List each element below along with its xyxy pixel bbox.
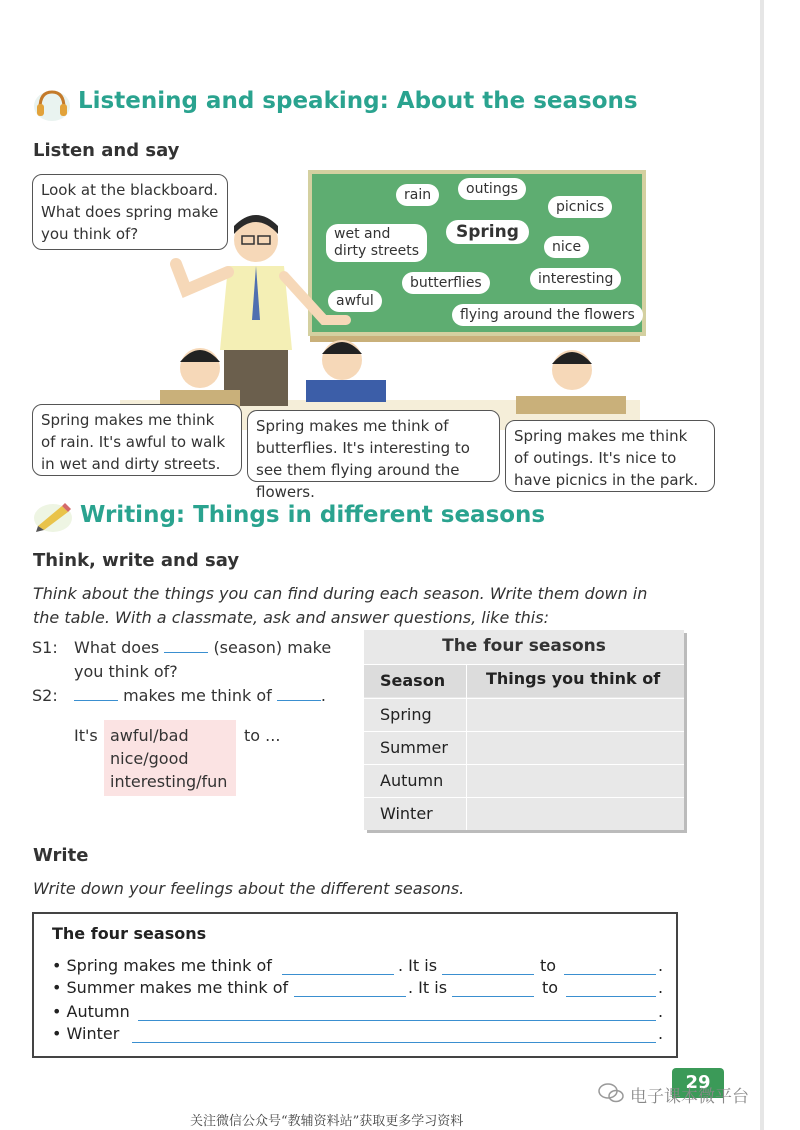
line1-dot: . (658, 956, 664, 975)
line2-text-a: • Summer makes me think of (52, 978, 289, 997)
board-word-interesting: interesting (530, 268, 621, 290)
headphones-icon (32, 86, 72, 122)
line1-text-c: to (540, 956, 557, 975)
line2-text-b: . It is (408, 978, 448, 997)
table-row (364, 797, 684, 831)
row-season: Summer (380, 738, 448, 757)
write-heading: Write (33, 845, 89, 866)
board-center-spring: Spring (446, 220, 529, 244)
line4-dot: . (658, 1024, 664, 1043)
line2-text-c: to (542, 978, 559, 997)
to-label: to ... (244, 726, 281, 745)
option-interesting: interesting/fun (110, 772, 228, 791)
watermark-text: 电子课本微平台 (630, 1087, 749, 1107)
season-blank (164, 652, 208, 653)
dialogue-example (32, 638, 362, 798)
girl1-speech-bubble: Spring makes me think of rain. It's awful to walk in wet and dirty streets. (32, 404, 242, 476)
s2-season-blank (74, 700, 118, 701)
option-nice: nice/good (110, 749, 189, 768)
s2-end: . (320, 686, 326, 705)
s1-text-a: What does (74, 638, 160, 657)
board-word-butterflies: butterflies (402, 272, 490, 294)
line3-text: • Autumn (52, 1002, 130, 1021)
pencil-icon (32, 498, 74, 534)
write-instruction: Write down your feelings about the different seasons. (33, 879, 465, 898)
line1-blank-activity[interactable] (564, 974, 656, 975)
option-awful: awful/bad (110, 726, 189, 745)
line2-dot: . (658, 978, 664, 997)
girl2-speech-bubble: Spring makes me think of butterflies. It's interesting to see them flying around the flowers. (247, 410, 500, 482)
row-season: Autumn (380, 771, 444, 790)
think-write-say-heading: Think, write and say (33, 550, 240, 571)
section-title-listening: Listening and speaking: About the seasons (78, 88, 638, 114)
line2-blank-thing[interactable] (294, 996, 406, 997)
s2-line (74, 686, 326, 705)
line1-text-a: • Spring makes me think of (52, 956, 272, 975)
s1-label: S1: (32, 638, 58, 657)
line3-blank[interactable] (138, 1020, 656, 1021)
line4-text: • Winter (52, 1024, 120, 1043)
s1-line (74, 638, 331, 657)
board-word-outings: outings (458, 178, 526, 200)
wechat-icon (598, 1082, 624, 1104)
table-row (364, 698, 684, 732)
section-title-writing: Writing: Things in different seasons (80, 502, 546, 528)
line2-blank-activity[interactable] (566, 996, 656, 997)
line1-blank-thing[interactable] (282, 974, 394, 975)
s2-thing-blank (277, 700, 321, 701)
board-word-awful: awful (328, 290, 382, 312)
its-label: It's (74, 726, 98, 745)
board-word-flying: flying around the flowers (452, 304, 643, 326)
writing-box-title: The four seasons (52, 924, 207, 943)
page-edge (760, 0, 764, 1130)
line1-text-b: . It is (398, 956, 438, 975)
writing-box (32, 912, 678, 1058)
teacher-speech-bubble: Look at the blackboard. What does spring make you think of? (32, 174, 228, 250)
line1-blank-adj[interactable] (442, 974, 534, 975)
table-row (364, 764, 684, 798)
s2-text-a: makes me think of (123, 686, 272, 705)
s1-text-c: you think of? (74, 662, 178, 681)
footer-chinese-note: 关注微信公众号“教辅资料站”获取更多学习资料 (190, 1114, 464, 1129)
think-instruction: Think about the things you can find during each season. Write them down in the table. With a classmate, ask and answer questions, like this: (33, 584, 648, 627)
boy-speech-bubble: Spring makes me think of outings. It's nice to have picnics in the park. (505, 420, 715, 492)
board-word-picnics: picnics (548, 196, 612, 218)
col-season-header: Season (380, 671, 446, 690)
line2-blank-adj[interactable] (452, 996, 534, 997)
s2-label: S2: (32, 686, 58, 705)
row-season: Winter (380, 804, 433, 823)
four-seasons-table (364, 630, 684, 830)
board-word-nice: nice (544, 236, 589, 258)
table-header-row (364, 664, 684, 697)
page-number: 29 (685, 1072, 711, 1093)
table-row (364, 731, 684, 765)
col-things-header: Things you think of (486, 669, 661, 688)
s1-text-b: (season) make (213, 638, 332, 657)
listen-say-heading: Listen and say (33, 140, 180, 161)
line3-dot: . (658, 1002, 664, 1021)
table-title: The four seasons (442, 636, 606, 656)
line4-blank[interactable] (132, 1042, 656, 1043)
adjective-options (104, 720, 236, 796)
board-word-wet-streets: wet and dirty streets (326, 224, 427, 262)
row-season: Spring (380, 705, 432, 724)
board-word-rain: rain (396, 184, 439, 206)
